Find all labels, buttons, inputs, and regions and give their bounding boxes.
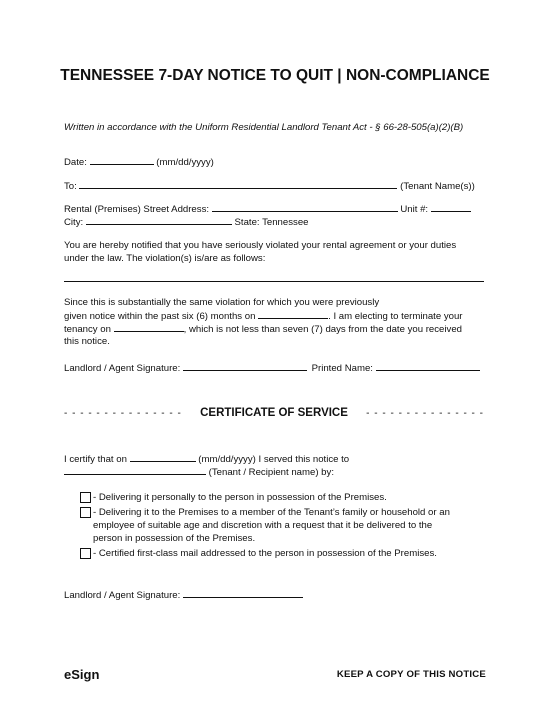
- termination-date-field[interactable]: [114, 322, 184, 332]
- certify-label: I certify that on: [64, 454, 127, 465]
- to-row: [64, 179, 475, 193]
- signature-field[interactable]: [183, 361, 307, 371]
- certificate-signature-field[interactable]: [183, 588, 303, 598]
- recipient-label: (Tenant / Recipient name) by:: [208, 467, 334, 478]
- certify-row: [64, 452, 349, 466]
- violation-text-line2: under the law. The violation(s) is/are as follows:: [64, 253, 266, 264]
- option2-line2: employee of suitable age and discretion with a request that it be delivered to the: [93, 520, 433, 531]
- repeat-line3: [64, 322, 462, 336]
- certificate-heading: CERTIFICATE OF SERVICE: [200, 407, 348, 419]
- esign-logo: eSign: [64, 667, 100, 682]
- city-field[interactable]: [86, 215, 232, 225]
- option1-text: - Delivering it personally to the person in possession of the Premises.: [93, 492, 387, 503]
- unit-label: Unit #:: [400, 204, 429, 215]
- footer-note: KEEP A COPY OF THIS NOTICE: [336, 669, 486, 680]
- date-format: (mm/dd/yyyy): [156, 157, 214, 168]
- printed-name-label: Printed Name:: [311, 363, 373, 374]
- repeat-line2: [64, 309, 463, 323]
- left-dashes: - - - - - - - - - - - - - - -: [64, 407, 182, 419]
- document-subtitle: Written in accordance with the Uniform Residential Landlord Tenant Act - § 66-28-505(a)(2)(B): [64, 122, 464, 133]
- certify-format: (mm/dd/yyyy) I served this notice to: [198, 454, 350, 465]
- city-label: City:: [64, 217, 84, 228]
- violation-text-line1: You are hereby notified that you have seriously violated your rental agreement or your duties: [64, 240, 457, 251]
- option3-checkbox[interactable]: [80, 548, 91, 559]
- date-row: [64, 155, 214, 169]
- signature-label: Landlord / Agent Signature:: [64, 363, 181, 374]
- recipient-field[interactable]: [64, 465, 206, 475]
- right-dashes: - - - - - - - - - - - - - - -: [366, 407, 484, 419]
- repeat-line3-b: , which is not less than seven (7) days from the date you received: [183, 324, 462, 335]
- certificate-signature-label: Landlord / Agent Signature:: [64, 590, 181, 601]
- prior-notice-date-field[interactable]: [258, 309, 328, 319]
- repeat-line2-b: . I am electing to terminate your: [328, 311, 463, 322]
- option2-checkbox[interactable]: [80, 507, 91, 518]
- repeat-line4: this notice.: [64, 336, 110, 347]
- date-label: Date:: [64, 157, 87, 168]
- certificate-signature-row: [64, 588, 303, 602]
- document-title: TENNESSEE 7-DAY NOTICE TO QUIT | NON-COMPLIANCE: [60, 67, 490, 84]
- address-label: Rental (Premises) Street Address:: [64, 204, 210, 215]
- repeat-line2-a: given notice within the past six (6) months on: [64, 311, 256, 322]
- city-row: [64, 215, 309, 229]
- option2-line3: person in possession of the Premises.: [93, 533, 256, 544]
- repeat-line3-a: tenancy on: [64, 324, 111, 335]
- date-field[interactable]: [90, 155, 154, 165]
- option3-text: - Certified first-class mail addressed to the person in possession of the Premises.: [93, 548, 437, 559]
- option2-line1: - Delivering it to the Premises to a member of the Tenant’s family or household or an: [93, 507, 450, 518]
- violation-field[interactable]: [64, 281, 484, 282]
- address-row: [64, 202, 471, 216]
- unit-field[interactable]: [431, 202, 471, 212]
- recipient-row: [64, 465, 334, 479]
- to-label: To:: [64, 181, 77, 192]
- tenant-names-label: (Tenant Name(s)): [400, 181, 475, 192]
- state-label: State: Tennessee: [234, 217, 309, 228]
- repeat-line1: Since this is substantially the same violation for which you were previously: [64, 297, 380, 308]
- printed-name-field[interactable]: [376, 361, 480, 371]
- option1-checkbox[interactable]: [80, 492, 91, 503]
- tenant-name-field[interactable]: [79, 179, 397, 189]
- address-field[interactable]: [212, 202, 398, 212]
- certificate-heading-row: [64, 407, 484, 419]
- service-date-field[interactable]: [130, 452, 196, 462]
- signature-row: [64, 361, 480, 375]
